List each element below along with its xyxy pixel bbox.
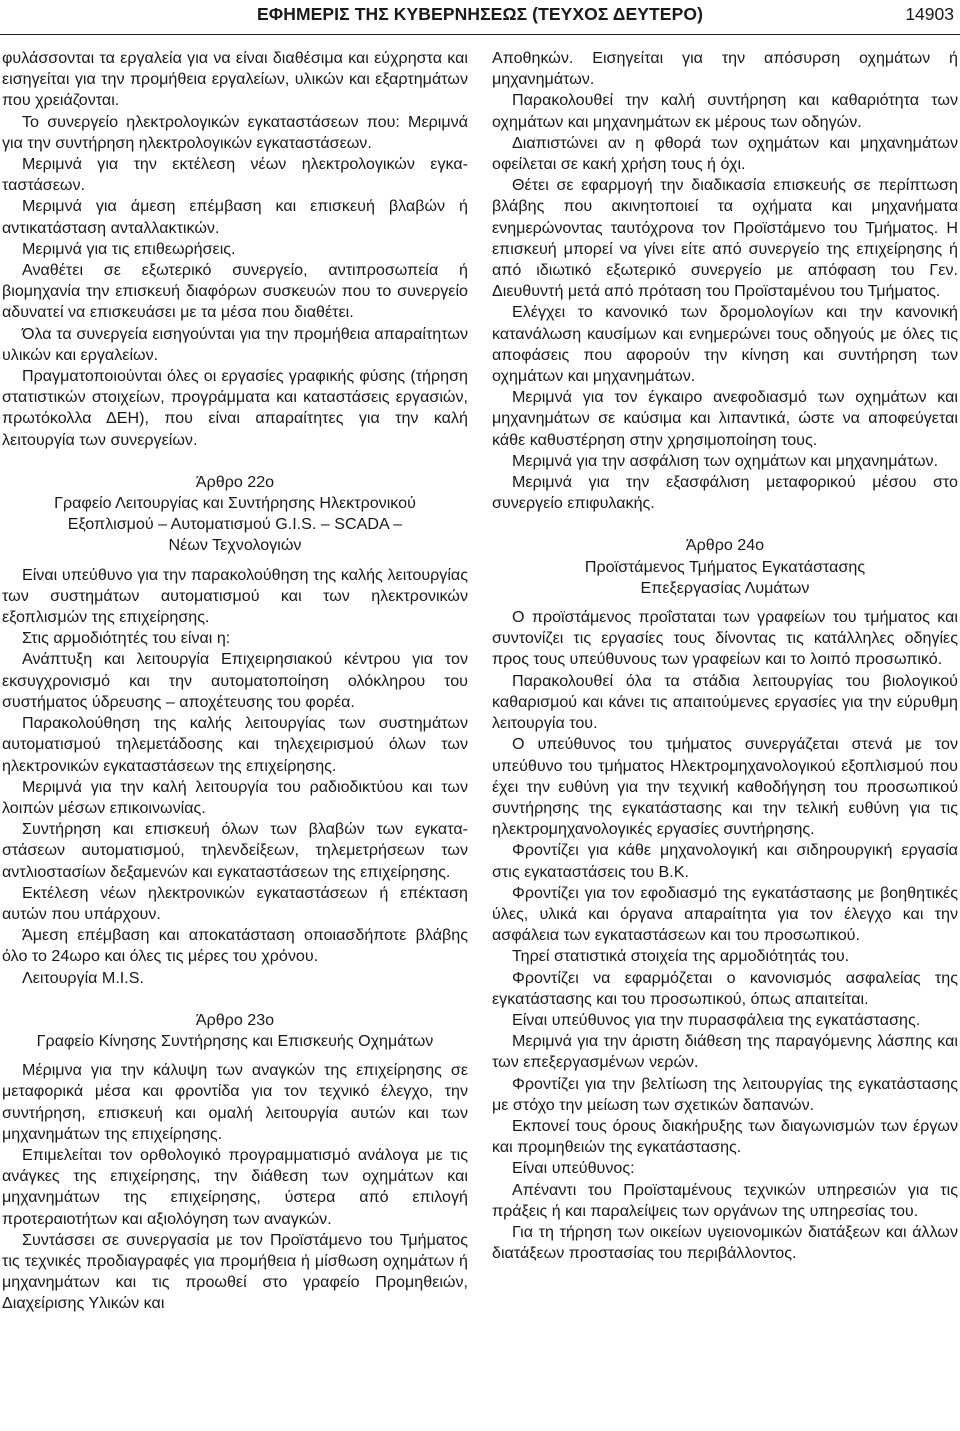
article-22-heading-line: Νέων Τεχνολογιών xyxy=(168,536,302,555)
paragraph: Μεριμνά για την εκτέλεση νέων ηλεκτρολογικών εγκαταστάσεων. xyxy=(2,155,468,195)
paragraph: Όλα τα συνεργεία εισηγούνται για την προμήθεια απαραίτητων υλικών και εργαλείων. xyxy=(2,324,468,364)
right-column xyxy=(492,48,958,1264)
paragraph: Αποθηκών. Εισηγείται για την απόσυρση οχημάτων ή μηχανημάτων. xyxy=(492,49,958,89)
paragraph: Παρακολούθηση της καλής λειτουργίας των συστημάτων αυτοματισμού τηλεμετάδοσης και τηλεχειρισμού όλων των ηλεκτρονικών εγκαταστάσεων της επιχείρησης. xyxy=(2,714,468,775)
header-rule xyxy=(0,34,960,35)
page-header xyxy=(0,0,960,34)
paragraph: Διαπιστώνει αν η φθορά των οχημάτων και μηχανημάτων οφείλεται σε κακή χρήση τους ή όχι. xyxy=(492,133,958,174)
paragraph: Μεριμνά για την εξασφάλιση μεταφορικού μέσου στο συνεργείο επιφυλακής. xyxy=(492,473,958,513)
paragraph: Πραγματοποιούνται όλες οι εργασίες γραφικής φύσης (τήρηση στατιστικών στοιχείων, προγράμματα και καταστάσεις εργασιών, πρωτόκολλα ΔΕΗ), που είναι απαραίτητες για την καλή λειτουργία των συνεργείων. xyxy=(2,367,468,449)
paragraph: φυλάσσονται τα εργαλεία για να είναι διαθέσιμα και εύχρηστα και εισηγείται για την προμήθεια εργαλείων, υλικών και εξαρτημάτων που χρειάζονται. xyxy=(2,49,468,110)
paragraph: Το συνεργείο ηλεκτρολογικών εγκαταστάσεων που: Μεριμνά για την συντήρηση ηλεκτρολογικών εγκαταστάσεων. xyxy=(2,112,468,152)
paragraph: Ελέγχει το κανονικό των δρομολογίων και την κανονική κατανάλωση καυσίμων και ενημερώνει τους οδηγούς με όλες τις αποφάσεις που αφορούν την κίνηση και συντήρηση των οχημάτων και μηχανημάτων. xyxy=(492,303,958,386)
paragraph: Φροντίζει για τον εφοδιασμό της εγκατάστασης με βοηθητικές ύλες, υλικά και όργανα απαραίτητα για τον έλεγχο και την ασφάλεια των εγκαταστάσεων και του προσωπικού. xyxy=(492,883,958,945)
paragraph: Μέριμνα για την κάλυψη των αναγκών της επιχείρησης σε μεταφορικά μέσα και φροντίδα για τον τεχνικό έλεγχο, την συντήρηση, επισκευή και ομαλή λειτουργία αυτών και των μηχανημάτων της επιχείρησης. xyxy=(2,1061,468,1143)
paragraph: Μεριμνά για την ασφάλιση των οχημάτων και μηχανημάτων. xyxy=(512,451,939,470)
paragraph: Φροντίζει να εφαρμόζεται ο κανονισμός ασφαλείας της εγκατάστασης και του προσωπικού, όπως απαιτείται. xyxy=(492,968,958,1008)
paragraph: Μεριμνά για άμεση επέμβαση και επισκευή βλαβών ή αντικατάσταση ανταλλακτικών. xyxy=(2,197,468,237)
paragraph: Εκπονεί τους όρους διακήρυξης των διαγωνισμών των έργων και προμηθειών της εγκατάστασης. xyxy=(492,1116,958,1157)
article-23-title: Άρθρο 23ο xyxy=(195,1010,275,1029)
paragraph: Τηρεί στατιστικά στοιχεία της αρμοδιότητάς του. xyxy=(512,947,850,966)
paragraph: Εκτέλεση νέων ηλεκτρονικών εγκαταστάσεων ή επέκταση αυτών που υπάρχουν. xyxy=(2,883,468,923)
article-22-heading-line: Εξοπλισμού – Αυτοματισμού G.I.S. – SCADA – xyxy=(67,515,403,534)
page-number: 14903 xyxy=(905,4,954,24)
paragraph: Παρακολουθεί όλα τα στάδια λειτουργίας του βιολογικού καθαρισμού και κάνει τις απαιτούμενες εργασίες για την εύρυθμη λειτουργία του. xyxy=(492,671,958,733)
paragraph: Είναι υπεύθυνος: xyxy=(512,1159,635,1178)
paragraph: Άμεση επέμβαση και αποκατάσταση οποιασδήποτε βλάβης όλο το 24ωρο και όλες τις μέρες του χρόνου. xyxy=(2,926,468,966)
paragraph: Επιμελείται τον ορθολογικό προγραμματισμό ανάλογα με τις ανάγκες της επιχείρησης, την διάθεση των οχημάτων και μηχανημάτων της επιχείρησης, ύστερα από επιλογή προτεραιοτήτων και αξιολόγηση των αναγκών. xyxy=(2,1145,468,1228)
paragraph: Φροντίζει για την βελτίωση της λειτουργίας της εγκατάστασης με στόχο την μείωση των σχετικών δαπανών. xyxy=(492,1074,958,1114)
paragraph: Αναθέτει σε εξωτερικό συνεργείο, αντιπροσωπεία ή βιομηχανία την επισκευή διαφόρων συσκευών που το συνεργείο αδυνατεί να επισκευάσει με τα μέσα που διαθέτει. xyxy=(2,261,468,322)
paragraph: Μεριμνά για τον έγκαιρο ανεφοδιασμό των οχημάτων και μηχανημάτων σε καύσιμα και λιπαντικά, ώστε να αποφεύγεται κάθε καθυστέρηση στην χρησιμοποίηση τους. xyxy=(492,388,958,449)
article-22-title: Άρθρο 22ο xyxy=(195,472,275,491)
paragraph: Απέναντι του Προϊσταμένους τεχνικών υπηρεσιών για τις πράξεις ή και παραλείψεις των οργάνων της υπηρεσίας του. xyxy=(492,1180,958,1220)
article-24-heading-line: Επεξεργασίας Λυμάτων xyxy=(640,578,810,597)
article-24-title: Άρθρο 24ο xyxy=(685,536,765,555)
paragraph: Είναι υπεύθυνο για την παρακολούθηση της καλής λειτουργίας των συστημάτων αυτοματισμού και των ηλεκτρονικών εξοπλισμών της επιχείρησης. xyxy=(2,565,468,627)
paragraph: Φροντίζει για κάθε μηχανολογική και σιδηρουργική εργασία στις εγκαταστάσεις του Β.Κ. xyxy=(492,841,958,881)
article-23-heading-line: Γραφείο Κίνησης Συντήρησης και Επισκευής Οχημάτων xyxy=(36,1031,434,1050)
paragraph: Θέτει σε εφαρμογή την διαδικασία επισκευής σε περίπτωση βλάβης που ακινητοποιεί τα οχήματα και μηχανήματα ενημερώνοντας ταυτόχρονα τον Προϊστάμενο του Τμήματος. Η επισκευή μπορεί να γίνει είτε από συνεργείο της επιχείρησης ή από ιδιωτικό εξωτερικό συνεργείο με απόφαση του Γεν. Διευθυντή μετά από πρόταση του Προϊσταμένου του Τμήματος. xyxy=(492,176,958,301)
gazette-title: ΕΦΗΜΕΡΙΣ ΤΗΣ ΚΥΒΕΡΝΗΣΕΩΣ (ΤΕΥΧΟΣ ΔΕΥΤΕΡΟ) xyxy=(256,4,703,24)
paragraph: Μεριμνά για τις επιθεωρήσεις. xyxy=(22,239,236,258)
paragraph: Για τη τήρηση των οικείων υγειονομικών διατάξεων και άλλων διατάξεων προστασίας του περιβάλλοντος. xyxy=(492,1222,958,1263)
article-24-heading-line: Προϊστάμενος Τμήματος Εγκατάστασης xyxy=(584,557,866,576)
article-22-heading-line: Γραφείο Λειτουργίας και Συντήρησης Ηλεκτρονικού xyxy=(54,494,416,513)
paragraph: Συντήρηση και επισκευή όλων των βλαβών των εγκαταστάσεων αυτοματισμού, τηλενδείξεων, τηλεμετρήσεων των αντλιοστασίων δεξαμενών και εγκαταστάσεων της επιχείρησης. xyxy=(2,820,468,881)
paragraph: Στις αρμοδιότητές του είναι η: xyxy=(22,629,231,648)
paragraph: Είναι υπεύθυνος για την πυρασφάλεια της εγκατάστασης. xyxy=(512,1010,921,1029)
paragraph: Ο προϊστάμενος προΐσταται των γραφείων του τμήματος και συντονίζει τις εργασίες τους δίνοντας τις κατάλληλες οδηγίες προς τους υπεύθυνους των γραφείων και το λοιπό προσωπικό. xyxy=(492,608,958,669)
paragraph: Μεριμνά για την καλή λειτουργία του ραδιοδικτύου και των λοιπών μέσων επικοινωνίας. xyxy=(2,777,468,817)
paragraph: Ανάπτυξη και λειτουργία Επιχειρησιακού κέντρου για τον εκσυγχρονισμό και την αυτοματοποίηση ολόκληρου του συστήματος ύδρευσης – αποχέτευσης του φορέα. xyxy=(2,650,468,711)
paragraph: Μεριμνά για την άριστη διάθεση της παραγόμενης λάσπης και των επεξεργασμένων νερών. xyxy=(492,1032,958,1072)
paragraph: Ο υπεύθυνος του τμήματος συνεργάζεται στενά με τον υπεύθυνο του τμήματος Ηλεκτρομηχανολογικού εξοπλισμού που έχει την ευθύνη για την τεχνική καθοδήγηση του προσωπικού συντήρησης της εγκατάστασης και την τελική ευθύνη για τις ηλεκτρομηχανολογικές εργασίες συντήρησης. xyxy=(492,735,958,839)
paragraph: Συντάσσει σε συνεργασία με τον Προϊστάμενο του Τμήματος τις τεχνικές προδιαγραφές για προμήθεια ή μίσθωση οχημάτων ή μηχανημάτων και τις προωθεί στο γραφείο Προμηθειών, Διαχείρισης Υλικών και xyxy=(2,1230,468,1313)
paragraph: Λειτουργία M.I.S. xyxy=(22,968,144,987)
left-column xyxy=(2,48,468,1315)
paragraph: Παρακολουθεί την καλή συντήρηση και καθαριότητα των οχημάτων και μηχανημάτων εκ μέρους των οδηγών. xyxy=(492,91,958,131)
